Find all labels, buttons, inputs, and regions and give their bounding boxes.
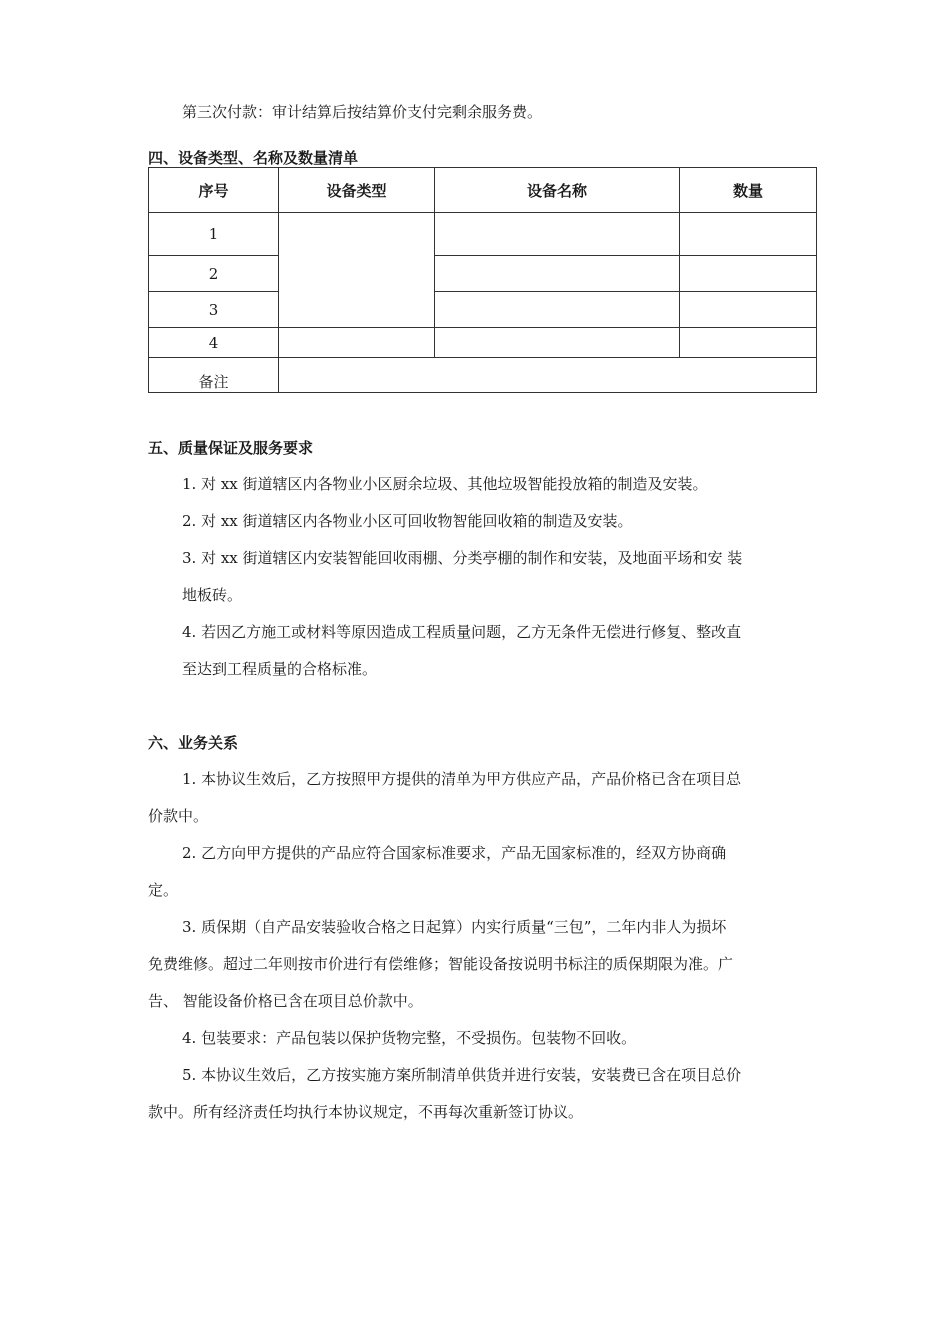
section-6-line: 告、 智能设备价格已含在项目总价款中。 bbox=[148, 992, 423, 1010]
name-cell bbox=[435, 213, 680, 256]
section-6-line: 1. 本协议生效后，乙方按照甲方提供的清单为甲方供应产品，产品价格已含在项目总 bbox=[182, 770, 742, 788]
name-cell bbox=[435, 328, 680, 358]
remark-row bbox=[149, 358, 817, 393]
section-5-line: 1. 对 xx 街道辖区内各物业小区厨余垃圾、其他垃圾智能投放箱的制造及安装。 bbox=[182, 475, 708, 493]
remark-value bbox=[279, 358, 817, 393]
name-cell bbox=[435, 292, 680, 328]
table-row bbox=[149, 292, 817, 328]
name-cell bbox=[435, 256, 680, 292]
type-cell bbox=[279, 328, 435, 358]
table-row bbox=[149, 328, 817, 358]
section-5-line: 2. 对 xx 街道辖区内各物业小区可回收物智能回收箱的制造及安装。 bbox=[182, 512, 633, 530]
payment-clause: 第三次付款：审计结算后按结算价支付完剩余服务费。 bbox=[182, 103, 543, 121]
table-row bbox=[149, 213, 817, 256]
section-6-line: 3. 质保期（自产品安装验收合格之日起算）内实行质量“三包”，二年内非人为损坏 bbox=[182, 918, 727, 936]
section-6-line: 2. 乙方向甲方提供的产品应符合国家标准要求，产品无国家标准的，经双方协商确 bbox=[182, 844, 727, 862]
section-5-line: 地板砖。 bbox=[182, 586, 243, 604]
table-row bbox=[149, 256, 817, 292]
header-index: 序号 bbox=[149, 168, 279, 213]
quantity-cell bbox=[680, 213, 817, 256]
section-5-line: 4. 若因乙方施工或材料等原因造成工程质量问题，乙方无条件无偿进行修复、整改直 bbox=[182, 623, 742, 641]
section-6-line: 定。 bbox=[148, 881, 179, 899]
quantity-cell bbox=[680, 328, 817, 358]
equipment-table bbox=[148, 167, 817, 393]
remark-label: 备注 bbox=[149, 358, 279, 393]
quantity-cell bbox=[680, 256, 817, 292]
header-quantity: 数量 bbox=[680, 168, 817, 213]
section-6-line: 价款中。 bbox=[148, 807, 209, 825]
quantity-cell bbox=[680, 292, 817, 328]
row-index: 4 bbox=[149, 328, 279, 358]
section-6-line: 5. 本协议生效后，乙方按实施方案所制清单供货并进行安装，安装费已含在项目总价 bbox=[182, 1066, 742, 1084]
header-type: 设备类型 bbox=[279, 168, 435, 213]
table-header-row bbox=[149, 168, 817, 213]
section-6-line: 免费维修。超过二年则按市价进行有偿维修；智能设备按说明书标注的质保期限为准。广 bbox=[148, 955, 734, 973]
row-index: 2 bbox=[149, 256, 279, 292]
header-name: 设备名称 bbox=[435, 168, 680, 213]
section-6-title: 六、业务关系 bbox=[148, 734, 239, 752]
section-5-title: 五、质量保证及服务要求 bbox=[148, 439, 314, 457]
section-6-line: 款中。所有经济责任均执行本协议规定，不再每次重新签订协议。 bbox=[148, 1103, 584, 1121]
section-6-line: 4. 包装要求：产品包装以保护货物完整，不受损伤。包装物不回收。 bbox=[182, 1029, 637, 1047]
type-cell-merged bbox=[279, 213, 435, 328]
row-index: 1 bbox=[149, 213, 279, 256]
section-4-title: 四、设备类型、名称及数量清单 bbox=[148, 149, 359, 167]
section-5-line: 3. 对 xx 街道辖区内安装智能回收雨棚、分类亭棚的制作和安装，及地面平场和安 装 bbox=[182, 549, 743, 567]
section-5-line: 至达到工程质量的合格标准。 bbox=[182, 660, 378, 678]
row-index: 3 bbox=[149, 292, 279, 328]
